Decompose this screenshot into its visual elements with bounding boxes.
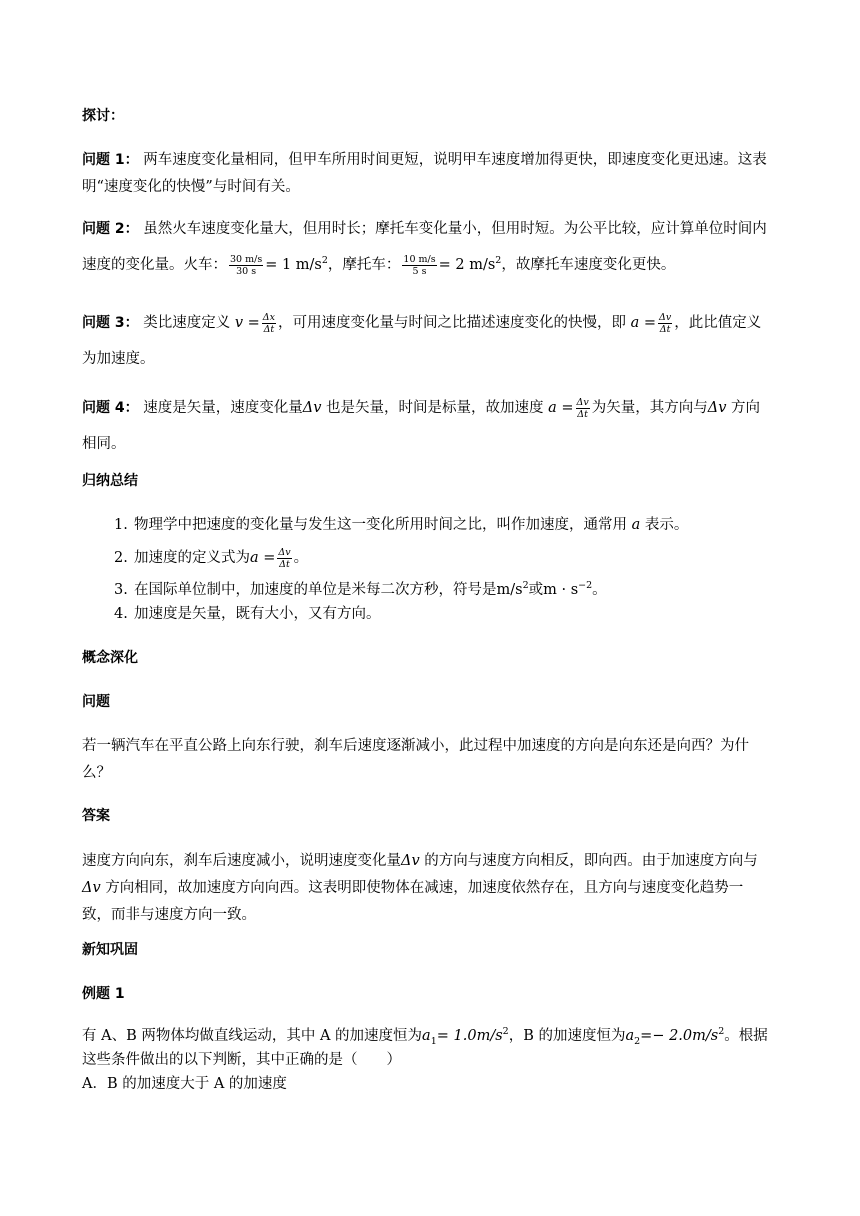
summary-item-3 bbox=[114, 579, 774, 601]
question-3-text-b: ，可用速度变化量与时间之比描述速度变化的快慢，即 bbox=[278, 315, 627, 331]
summary-item-2-fraction bbox=[277, 547, 291, 570]
summary-item-3-number: 3. bbox=[114, 582, 128, 598]
question-4-text-d: 方向相同。 bbox=[82, 400, 761, 452]
train-denominator: 30 s bbox=[236, 265, 257, 277]
velocity-def-lhs: v = bbox=[234, 315, 260, 331]
moto-result-exp: 2 bbox=[495, 255, 502, 267]
question-2 bbox=[82, 211, 772, 283]
accel-denominator: Δt bbox=[577, 408, 588, 420]
velocity-def-fraction bbox=[262, 312, 276, 335]
a2-subscript: 2 bbox=[634, 1035, 641, 1047]
answer-delta-v-2: Δv bbox=[82, 880, 101, 896]
question-4 bbox=[82, 390, 772, 462]
accel-def-lhs: a = bbox=[630, 315, 657, 331]
summary-item-1-text: 物理学中把速度的变化量与发生这一变化所用时间之比，叫作加速度，通常用 bbox=[134, 517, 627, 533]
deepen-heading: 概念深化 bbox=[82, 650, 138, 666]
moto-result: = 2 m/s bbox=[438, 257, 496, 273]
moto-fraction bbox=[402, 254, 436, 277]
question-1-text: 两车速度变化量相同，但甲车所用时间更短，说明甲车速度增加得更快，即速度变化更迅速。这表明“速度变化的快慢”与时间有关。 bbox=[82, 152, 767, 195]
train-result: = 1 m/s bbox=[265, 257, 322, 273]
a2-exp: 2 bbox=[718, 1026, 725, 1038]
question-text: 若一辆汽车在平直公路上向东行驶，刹车后速度逐渐减小，此过程中加速度的方向是向东还是向西？为什么？ bbox=[82, 738, 749, 781]
accel-lhs: a = bbox=[548, 400, 574, 416]
velocity-def-numerator: Δx bbox=[262, 311, 276, 323]
accel-def-fraction bbox=[658, 312, 672, 335]
answer-text bbox=[82, 848, 772, 929]
summary-item-4-number: 4. bbox=[114, 606, 128, 622]
answer-text-a: 速度方向向东，刹车后速度减小，说明速度变化量 bbox=[82, 853, 401, 869]
delta-v-symbol: Δv bbox=[302, 400, 322, 416]
accel-fraction bbox=[576, 397, 590, 420]
summary-item-4-text: 加速度是矢量，既有大小，又有方向。 bbox=[134, 606, 381, 622]
question-2-text-c: ，故摩托车速度变化更快。 bbox=[501, 257, 676, 273]
answer-text-c: 方向相同，故加速度方向向西。这表明即使物体在减速，加速度依然存在，且方向与速度变化趋势一致，而非与速度方向一致。 bbox=[82, 880, 744, 923]
example-heading: 例题 1 bbox=[82, 986, 125, 1002]
question-4-text-a: 速度是矢量，速度变化量 bbox=[143, 400, 303, 416]
unit-ms2-exp: 2 bbox=[522, 580, 529, 592]
question-4-text-b: 也是矢量，时间是标量，故加速度 bbox=[326, 400, 544, 416]
unit-ms-neg2: m · s bbox=[543, 582, 579, 598]
summary-item-2-number: 2. bbox=[114, 550, 128, 566]
summary-item-1-end: 表示。 bbox=[644, 517, 689, 533]
summary-heading: 归纳总结 bbox=[82, 473, 138, 489]
summary-item-4 bbox=[114, 603, 774, 625]
summary-item-2-end: 。 bbox=[293, 550, 309, 566]
question-3-text-a: 类比速度定义 bbox=[143, 315, 231, 331]
summary-item-1-number: 1. bbox=[114, 517, 128, 533]
a1-value: = 1.0m/s bbox=[436, 1028, 503, 1044]
option-a[interactable]: A．B 的加速度大于 A 的加速度 bbox=[82, 1076, 287, 1092]
example-text-b: ，B 的加速度恒为 bbox=[508, 1028, 626, 1044]
question-1-label: 问题 1： bbox=[82, 152, 139, 168]
a1-exp: 2 bbox=[502, 1026, 509, 1038]
question-2-text-b: ，摩托车： bbox=[327, 257, 401, 273]
question-1 bbox=[82, 147, 772, 201]
question-heading: 问题 bbox=[82, 694, 110, 710]
answer-delta-v: Δv bbox=[401, 853, 420, 869]
moto-numerator: 10 m/s bbox=[403, 253, 436, 265]
answer-text-b: 的方向与速度方向相反，即向西。由于加速度方向与 bbox=[424, 853, 758, 869]
summary-item-1-symbol: a bbox=[631, 517, 641, 533]
summary-item-3-text: 在国际单位制中，加速度的单位是米每二次方秒，符号是 bbox=[134, 582, 497, 598]
summary-item-2-text: 加速度的定义式为 bbox=[134, 550, 250, 566]
accel-def-numerator: Δv bbox=[659, 311, 672, 323]
summary-item-3-or: 或 bbox=[528, 582, 544, 598]
question-4-label: 问题 4： bbox=[82, 400, 139, 416]
delta-v-symbol-2: Δv bbox=[707, 400, 727, 416]
train-numerator: 30 m/s bbox=[230, 253, 263, 265]
accel-numerator: Δv bbox=[576, 396, 589, 408]
summary-item-2 bbox=[114, 545, 774, 571]
unit-ms-neg2-exp: −2 bbox=[578, 580, 593, 592]
summary-item-3-end: 。 bbox=[592, 582, 607, 598]
accel-def-denominator: Δt bbox=[659, 323, 671, 335]
a2-value: =− 2.0m/s bbox=[640, 1028, 719, 1044]
question-3-text-c: ，此比值定义为加速度。 bbox=[82, 315, 762, 367]
question-4-text-c: 为矢量，其方向与 bbox=[591, 400, 708, 416]
example-text bbox=[82, 1024, 772, 1072]
question-3-label: 问题 3： bbox=[82, 315, 139, 331]
train-result-exp: 2 bbox=[321, 255, 328, 267]
question-3 bbox=[82, 305, 772, 377]
summary-item-1 bbox=[114, 514, 774, 536]
summary-item-2-lhs: a = bbox=[250, 550, 276, 566]
discussion-heading: 探讨： bbox=[82, 108, 124, 124]
question-2-label: 问题 2： bbox=[82, 221, 139, 237]
a1-subscript: 1 bbox=[430, 1035, 437, 1047]
moto-denominator: 5 s bbox=[412, 265, 427, 277]
velocity-def-denominator: Δt bbox=[263, 323, 275, 335]
example-text-c: 。根据这些条件做出的以下判断，其中正确的是（ ） bbox=[82, 1028, 768, 1068]
question-2-text-a: 虽然火车速度变化量大，但用时长；摩托车变化量小，但用时短。为公平比较，应计算单位时间内速度的变化量。火车： bbox=[82, 221, 767, 273]
train-fraction bbox=[229, 254, 263, 277]
answer-heading: 答案 bbox=[82, 808, 110, 824]
summary-item-2-denominator: Δt bbox=[279, 558, 290, 570]
summary-item-2-numerator: Δv bbox=[278, 546, 291, 558]
a2-symbol: a bbox=[625, 1028, 635, 1044]
unit-ms2: m/s bbox=[496, 582, 523, 598]
consolidate-heading: 新知巩固 bbox=[82, 942, 138, 958]
a1-symbol: a bbox=[422, 1028, 431, 1044]
example-text-a: 有 A、B 两物体均做直线运动，其中 A 的加速度恒为 bbox=[82, 1028, 423, 1044]
